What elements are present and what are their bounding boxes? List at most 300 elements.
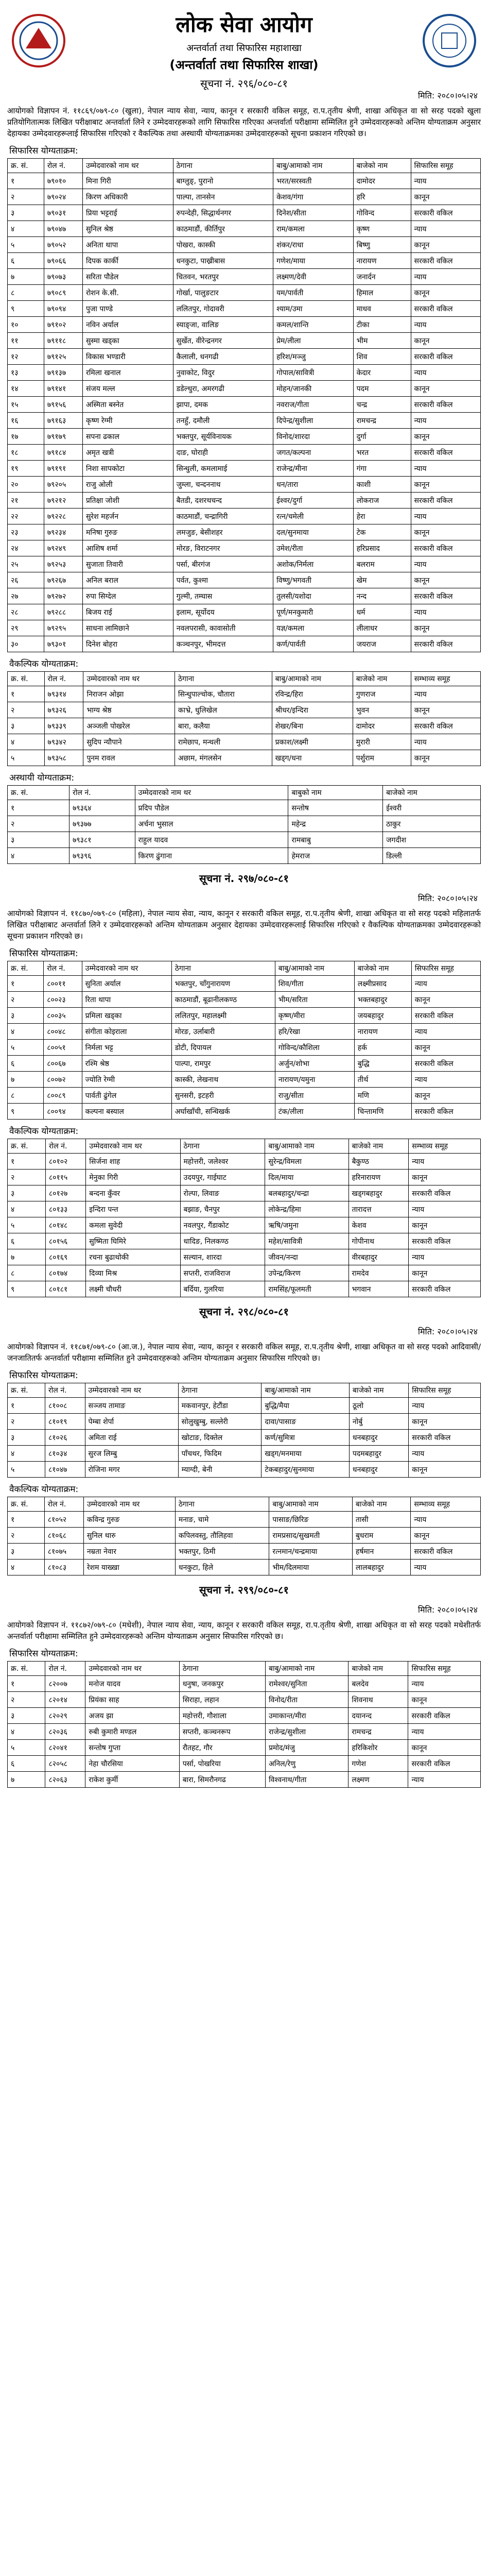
cell-grandfather: बलराम xyxy=(353,556,411,572)
table-row xyxy=(8,800,481,816)
cell-roll: ७९२३४ xyxy=(44,524,82,540)
cell-group: न्याय xyxy=(411,269,480,285)
cell-roll: ७९१७९ xyxy=(44,429,82,445)
cell-name: सुदिप न्यौपाने xyxy=(83,734,175,750)
table-row xyxy=(8,848,481,864)
table-row xyxy=(8,317,481,333)
cell-grandfather: मुरारी xyxy=(353,734,411,750)
cell-sn: ६ xyxy=(8,1233,46,1249)
cell-parent: तुलसी/यशोदा xyxy=(273,588,353,604)
table-row xyxy=(8,285,481,301)
cell-grandfather: भुवन xyxy=(353,702,411,718)
cell-address: धनकुटा, पाख्रीबास xyxy=(173,253,273,269)
cell-grandfather: हरिनारायण xyxy=(348,1170,409,1185)
cell-group: न्याय xyxy=(409,1201,481,1217)
table-row xyxy=(8,636,481,652)
cell-grandfather: नारायण xyxy=(354,1024,411,1040)
cell-name: अमिता राई xyxy=(85,1430,178,1446)
cell-roll: ७९३०१ xyxy=(44,636,82,652)
cell-address: पर्वत, कुश्मा xyxy=(173,572,273,588)
cell-group: कानून xyxy=(411,237,480,253)
notice-paragraph: आयोगको विज्ञापन नं. ११८७१/०७९-८० (आ.ज.), नेपाल न्याय सेवा, न्याय, कानून र सरकारी वकिल समूह, रा.प.तृतीय श्रेणी, शाखा अधिकृत वा सो सरह पदको आदिवासी/जनजातितर्फ अन्तर्वार्ता परीक्षामा सम्मिलित हुने उम्मेदवारहरूको अन्तिम योग्यताक्रम अनुसार सिफारिस गरिएको छ। xyxy=(7,1342,481,1363)
col-parent: बाबु/आमाको नाम xyxy=(275,961,354,976)
cell-parent: विनोद/शारदा xyxy=(273,429,353,445)
cell-address: जुम्ला, चन्दननाथ xyxy=(173,477,273,493)
cell-grandfather: दामोदर xyxy=(353,173,411,189)
cell-grandfather: चन्द्र xyxy=(353,397,411,413)
cell-name: अञ्जली पोखरेल xyxy=(83,718,175,734)
col-grandfather: बाजेको नाम xyxy=(354,961,411,976)
cell-parent: रत्नमान/चन्द्रमाया xyxy=(269,1544,353,1560)
cell-sn: ७ xyxy=(8,1249,46,1265)
cell-sn: ७ xyxy=(8,269,44,285)
cell-group: सरकारी वकिल xyxy=(411,349,480,365)
cell-sn: १ xyxy=(8,800,69,816)
cell-grandfather: जयबहादुर xyxy=(354,1008,411,1024)
cell-roll: ७९२७२ xyxy=(44,588,82,604)
cell-grandfather: हरिप्रसाद xyxy=(353,540,411,556)
cell-sn: ३ xyxy=(8,1430,45,1446)
cell-sn: २६ xyxy=(8,572,44,588)
cell-roll: ७९२४९ xyxy=(44,540,82,556)
cell-name: भाग्य श्रेष्ठ xyxy=(83,702,175,718)
cell-sn: ५ xyxy=(8,237,44,253)
cell-group: सरकारी वकिल xyxy=(411,301,480,317)
cell-sn: ४ xyxy=(8,734,45,750)
cell-name: रोजिना मगर xyxy=(85,1462,178,1478)
cell-parent: राजु/सीता xyxy=(275,1088,354,1104)
cell-name: प्रतिक्षा जोशी xyxy=(82,493,173,509)
cell-group: कानून xyxy=(409,1414,481,1430)
table-row xyxy=(8,1560,481,1575)
cell-name: प्रमिला खड्का xyxy=(82,1008,171,1024)
cell-parent: लक्ष्मण/देवी xyxy=(273,269,353,285)
cell-roll: ८२००७ xyxy=(45,1676,85,1692)
cell-roll: ८०१६९ xyxy=(45,1249,85,1265)
cell-grandfather: हिमाल xyxy=(353,285,411,301)
cell-name: रुबी कुमारी मण्डल xyxy=(85,1724,179,1740)
cell-name: अनिल बराल xyxy=(82,572,173,588)
col-group: सम्भाव्य समूह xyxy=(411,1497,481,1512)
cell-group: सरकारी वकिल xyxy=(411,1008,480,1024)
cell-sn: १ xyxy=(8,1512,45,1528)
cell-sn: २२ xyxy=(8,509,44,524)
cell-roll: ७९१५६ xyxy=(44,397,82,413)
cell-roll: ८०१४८ xyxy=(45,1217,85,1233)
cell-address: नवलपुर, गैंडाकोट xyxy=(180,1217,265,1233)
cell-group: सरकारी वकिल xyxy=(408,1756,481,1772)
cell-parent: धन/तारा xyxy=(273,477,353,493)
cell-name: सरिता पौडेल xyxy=(82,269,173,285)
cell-sn: ८ xyxy=(8,1265,46,1281)
table-row xyxy=(8,509,481,524)
cell-name: रेशम याख्खा xyxy=(83,1560,175,1575)
cell-parent: हरि/रेखा xyxy=(275,1024,354,1040)
table-row xyxy=(8,1512,481,1528)
cell-grandfather: शिव xyxy=(353,349,411,365)
cell-parent: उपेन्द्र/किरण xyxy=(265,1265,348,1281)
cell-name: राकेश कुर्मी xyxy=(85,1772,179,1788)
cell-parent: नारायण/यमुना xyxy=(275,1072,354,1088)
cell-roll: ७९३४२ xyxy=(44,734,83,750)
cell-name: इन्दिरा पन्त xyxy=(86,1201,180,1217)
cell-sn: ४ xyxy=(8,221,44,237)
cell-parent: अनिल/रेणु xyxy=(266,1756,348,1772)
table-row xyxy=(8,1446,481,1462)
cell-roll: ८२०५८ xyxy=(45,1756,85,1772)
cell-parent: भीम/दिलमाया xyxy=(269,1560,353,1575)
col-name: उम्मेदवारको नाम थर xyxy=(85,1383,178,1398)
cell-sn: ९ xyxy=(8,1104,44,1120)
cell-roll: ८०१७४ xyxy=(45,1265,85,1281)
cell-roll: ७९०२४ xyxy=(44,189,82,205)
table-row xyxy=(8,365,481,381)
cell-group: सरकारी वकिल xyxy=(409,1281,481,1297)
cell-sn: २९ xyxy=(8,620,44,636)
cell-grandfather: तारादत्त xyxy=(348,1201,409,1217)
cell-address: महोत्तरी, जलेश्वर xyxy=(180,1154,265,1170)
table-row xyxy=(8,1281,481,1297)
cell-name: सुस्मा खड्का xyxy=(82,333,173,349)
cell-name: बन्दना कुँवर xyxy=(86,1185,180,1201)
cell-sn: ७ xyxy=(8,1072,44,1088)
col-name: उम्मेदवारको नाम थर xyxy=(82,159,173,173)
cell-grandfather: काशी xyxy=(353,477,411,493)
cell-grandfather: शिवनाथ xyxy=(348,1692,408,1708)
cell-parent: प्रेम/लीला xyxy=(273,333,353,349)
section-title: वैकल्पिक योग्यताक्रम: xyxy=(9,1484,79,1495)
cell-name: कविन्द्र गुरुङ xyxy=(83,1512,175,1528)
table-row xyxy=(8,461,481,477)
section-title: वैकल्पिक योग्यताक्रम: xyxy=(9,1126,79,1137)
cell-sn: १ xyxy=(8,173,44,189)
cell-address: पाल्पा, तानसेन xyxy=(173,189,273,205)
table-row xyxy=(8,1414,481,1430)
table-row xyxy=(8,734,481,750)
cell-address: रामेछाप, मन्थली xyxy=(175,734,272,750)
cell-address: स्याङ्जा, वालिङ xyxy=(173,317,273,333)
col-roll: रोल नं. xyxy=(44,672,83,686)
cell-grandfather: ठूलो xyxy=(349,1398,408,1414)
cell-name: राजु ओली xyxy=(82,477,173,493)
cell-sn: २१ xyxy=(8,493,44,509)
cell-grandfather: खेम xyxy=(353,572,411,588)
cell-grandfather: हर्क xyxy=(354,1040,411,1056)
cell-address: पाल्पा, रामपुर xyxy=(171,1056,275,1072)
cell-grandfather: लालबहादुर xyxy=(352,1560,410,1575)
cell-address: बारा, कलैया xyxy=(175,718,272,734)
cell-sn: १ xyxy=(8,976,44,992)
cell-address: डडेल्धुरा, अमरगढी xyxy=(173,381,273,397)
cell-roll: ७९२०५ xyxy=(44,477,82,493)
cell-address: गोर्खा, पालुङटार xyxy=(173,285,273,301)
col-grandfather: बाजेको नाम xyxy=(348,1139,409,1154)
cell-group: कानून xyxy=(411,477,480,493)
cell-name: रोशन के.सी. xyxy=(82,285,173,301)
cell-address: बझाङ, चैनपुर xyxy=(180,1201,265,1217)
cell-parent: भरत/सरस्वती xyxy=(273,173,353,189)
cell-parent: बलबहादुर/चन्द्रा xyxy=(265,1185,348,1201)
cell-parent: मोहन/जानकी xyxy=(273,381,353,397)
table-row xyxy=(8,173,481,189)
cell-parent: भीम/सरिता xyxy=(275,992,354,1008)
cell-grandfather: गंगा xyxy=(353,461,411,477)
cell-roll: ७९२१२ xyxy=(44,493,82,509)
cell-parent: कर्ण/सुमित्रा xyxy=(262,1430,349,1446)
cell-roll: ८००३५ xyxy=(44,1008,82,1024)
cell-parent: प्रकाश/लक्ष्मी xyxy=(272,734,353,750)
cell-name: संजय मल्ल xyxy=(82,381,173,397)
cell-name: पार्वती ढुंगेल xyxy=(82,1088,171,1104)
cell-grandfather: बैकुण्ठ xyxy=(348,1154,409,1170)
cell-roll: ८००५१ xyxy=(44,1040,82,1056)
cell-sn: ११ xyxy=(8,333,44,349)
col-group: सिफारिस समूह xyxy=(408,1662,481,1676)
cell-address: पर्सा, बीरगंज xyxy=(173,556,273,572)
cell-parent: गणेश/माया xyxy=(273,253,353,269)
cell-parent: यज्ञ/कमला xyxy=(273,620,353,636)
col-parent: बाबु/आमाको नाम xyxy=(265,1139,348,1154)
cell-parent: शेखर/बिना xyxy=(272,718,353,734)
table-row xyxy=(8,253,481,269)
notice-date: मिति: २०८०।०५।२४ xyxy=(417,91,478,100)
cell-sn: ५ xyxy=(8,1740,45,1756)
cell-grandfather: नन्द xyxy=(353,588,411,604)
table-row xyxy=(8,572,481,588)
cell-parent: सुरेन्द्र/विमला xyxy=(265,1154,348,1170)
cell-sn: ८ xyxy=(8,285,44,301)
cell-group: न्याय xyxy=(411,734,480,750)
cell-sn: ३ xyxy=(8,205,44,221)
table-row xyxy=(8,604,481,620)
cell-address: झापा, दमक xyxy=(173,397,273,413)
cell-grandfather: दामोदर xyxy=(353,718,411,734)
cell-grandfather: तीर्थ xyxy=(354,1072,411,1088)
cell-parent: कमल/शान्ति xyxy=(273,317,353,333)
cell-address: मकवानपुर, हेटौंडा xyxy=(178,1398,262,1414)
cell-roll: ७९३२६ xyxy=(44,702,83,718)
table-row xyxy=(8,237,481,253)
cell-sn: १३ xyxy=(8,365,44,381)
cell-parent: हरिश/मञ्जु xyxy=(273,349,353,365)
col-roll: रोल नं. xyxy=(45,1139,85,1154)
cell-grandfather: पर्शुराम xyxy=(353,750,411,766)
cell-roll: ७९३९६ xyxy=(69,848,135,864)
table-row xyxy=(8,413,481,429)
cell-sn: १२ xyxy=(8,349,44,365)
cell-grandfather: गुणराज xyxy=(353,686,411,702)
cell-grandfather: जगदीश xyxy=(383,832,481,848)
cell-grandfather: दयानन्द xyxy=(348,1708,408,1724)
cell-address: कास्की, लेखनाथ xyxy=(171,1072,275,1088)
cell-parent: रत्न/चमेली xyxy=(273,509,353,524)
cell-address: डोटी, दिपायल xyxy=(171,1040,275,1056)
cell-sn: ४ xyxy=(8,1724,45,1740)
notice-date: मिति: २०८०।०५।२४ xyxy=(417,893,478,903)
cell-sn: ४ xyxy=(8,848,69,864)
cell-group: कानून xyxy=(409,1170,481,1185)
cell-address: काठमाडौं, चन्द्रागिरी xyxy=(173,509,273,524)
cell-grandfather: बलदेव xyxy=(348,1676,408,1692)
col-sn: क्र. सं. xyxy=(8,1497,45,1512)
cell-roll: ७९२६७ xyxy=(44,572,82,588)
cell-name: अजय झा xyxy=(85,1708,179,1724)
cell-group: कानून xyxy=(411,1040,480,1056)
cell-address: रोल्पा, लिवाङ xyxy=(180,1185,265,1201)
col-name: उम्मेदवारको नाम थर xyxy=(85,1662,179,1676)
cell-grandfather: केशव xyxy=(348,1217,409,1233)
cell-roll: ८०१५६ xyxy=(45,1233,85,1249)
cell-grandfather: हेरा xyxy=(353,509,411,524)
cell-roll: ७९१२५ xyxy=(44,349,82,365)
cell-address: ललितपुर, गोदावरी xyxy=(173,301,273,317)
cell-group: कानून xyxy=(411,524,480,540)
cell-name: ज्योति रेग्मी xyxy=(82,1072,171,1088)
cell-group: सरकारी वकिल xyxy=(411,1104,480,1120)
cell-address: रुपन्देही, सिद्धार्थनगर xyxy=(173,205,273,221)
cell-sn: ५ xyxy=(8,1217,46,1233)
cell-roll: ८०११५ xyxy=(45,1170,85,1185)
cell-name: सञ्जय तामाङ xyxy=(85,1398,178,1414)
cell-roll: ७९२५३ xyxy=(44,556,82,572)
table-row xyxy=(8,816,481,832)
cell-roll: ८००११ xyxy=(44,976,82,992)
cell-sn: १८ xyxy=(8,445,44,461)
cell-roll: ८०१३३ xyxy=(45,1201,85,1217)
cell-name: निशा सापकोटा xyxy=(82,461,173,477)
cell-sn: ३ xyxy=(8,832,69,848)
cell-sn: २ xyxy=(8,992,44,1008)
table-row xyxy=(8,1398,481,1414)
cell-name: नविन अर्याल xyxy=(82,317,173,333)
cell-roll: ८१०२६ xyxy=(45,1430,85,1446)
cell-sn: ६ xyxy=(8,253,44,269)
cell-group: न्याय xyxy=(411,604,480,620)
cell-group: न्याय xyxy=(411,461,480,477)
cell-address: बैतडी, दशरथचन्द xyxy=(173,493,273,509)
cell-roll: ८१०३४ xyxy=(45,1446,85,1462)
cell-sn: ५ xyxy=(8,1040,44,1056)
cell-father: सन्तोष xyxy=(288,800,383,816)
cell-parent: दिल/माया xyxy=(265,1170,348,1185)
section-title: सिफारिस योग्यताक्रम: xyxy=(9,1649,78,1659)
cell-roll: ८२०६३ xyxy=(45,1772,85,1788)
cell-grandfather: लीलाधर xyxy=(353,620,411,636)
cell-name: रुपा सिग्देल xyxy=(82,588,173,604)
col-parent: बाबु/आमाको नाम xyxy=(273,159,353,173)
header xyxy=(7,9,481,90)
cell-group: कानून xyxy=(408,1692,481,1708)
cell-name: अस्मिता बस्नेत xyxy=(82,397,173,413)
table-row xyxy=(8,750,481,766)
table-row xyxy=(8,269,481,285)
cell-roll: ७९११८ xyxy=(44,333,82,349)
recommended-table xyxy=(7,1383,481,1478)
cell-roll: ७९०१० xyxy=(44,173,82,189)
cell-sn: १ xyxy=(8,1154,46,1170)
cell-roll: ७९०९४ xyxy=(44,301,82,317)
table-row xyxy=(8,832,481,848)
cell-parent: रामप्रसाद/सुखमती xyxy=(269,1528,353,1544)
cell-group: कानून xyxy=(411,1528,481,1544)
col-parent: बाबु/आमाको नाम xyxy=(269,1497,353,1512)
cell-roll: ८००७२ xyxy=(44,1072,82,1088)
cell-roll: ८१०४७ xyxy=(45,1462,85,1478)
cell-name: बिजय राई xyxy=(82,604,173,620)
cell-name: मनिषा गुरुङ xyxy=(82,524,173,540)
cell-roll: ७९०७३ xyxy=(44,269,82,285)
col-address: ठेगाना xyxy=(180,1139,265,1154)
cell-address: नुवाकोट, विदुर xyxy=(173,365,273,381)
notice-date: मिति: २०८०।०५।२४ xyxy=(417,1327,478,1336)
table-row xyxy=(8,445,481,461)
cell-name: नम्रता नेवार xyxy=(83,1544,175,1560)
cell-grandfather: भरत xyxy=(353,445,411,461)
cell-parent: टेकबहादुर/सुनमाया xyxy=(262,1462,349,1478)
cell-group: कानून xyxy=(411,381,480,397)
cell-sn: १७ xyxy=(8,429,44,445)
cell-name: किरण अधिकारी xyxy=(82,189,173,205)
cell-sn: २ xyxy=(8,1170,46,1185)
cell-sn: २७ xyxy=(8,588,44,604)
cell-grandfather: हर्षमान xyxy=(352,1544,410,1560)
cell-grandfather: ठाकुर xyxy=(383,816,481,832)
cell-name: कल्पना बस्याल xyxy=(82,1104,171,1120)
cell-address: उदयपुर, गाईघाट xyxy=(180,1170,265,1185)
cell-roll: ७९३१४ xyxy=(44,686,83,702)
cell-parent: जगत/कल्पना xyxy=(273,445,353,461)
table-row xyxy=(8,686,481,702)
cell-grandfather: वीरबहादुर xyxy=(348,1249,409,1265)
table-row xyxy=(8,477,481,493)
cell-sn: २० xyxy=(8,477,44,493)
cell-parent: टंक/लीला xyxy=(275,1104,354,1120)
cell-address: महोत्तरी, गौशाला xyxy=(179,1708,265,1724)
cell-name: पुनम रावल xyxy=(83,750,175,766)
cell-address: भक्तपुर, सूर्यविनायक xyxy=(173,429,273,445)
cell-parent: बुद्धि/मैया xyxy=(262,1398,349,1414)
cell-group: न्याय xyxy=(409,1398,481,1414)
cell-grandfather: टीका xyxy=(353,317,411,333)
cell-group: कानून xyxy=(411,333,480,349)
cell-address: अछाम, मंगलसेन xyxy=(175,750,272,766)
col-name: उम्मेदवारको नाम थर xyxy=(86,1139,180,1154)
cell-group: सरकारी वकिल xyxy=(409,1185,481,1201)
cell-group: सरकारी वकिल xyxy=(411,540,480,556)
cell-address: अर्घाखाँची, सन्धिखर्क xyxy=(171,1104,275,1120)
cell-sn: ३ xyxy=(8,1544,45,1560)
cell-grandfather: जयराज xyxy=(353,636,411,652)
cell-address: मोरङ, विराटनगर xyxy=(173,540,273,556)
cell-grandfather: हरि xyxy=(353,189,411,205)
cell-roll: ७९३३९ xyxy=(44,718,83,734)
cell-group: न्याय xyxy=(408,1676,481,1692)
table-row xyxy=(8,205,481,221)
cell-address: धादिङ, निलकण्ठ xyxy=(180,1233,265,1249)
cell-name: आशिष शर्मा xyxy=(82,540,173,556)
cell-address: सप्तरी, कञ्चनरूप xyxy=(179,1724,265,1740)
notice-paragraph: आयोगको विज्ञापन नं. ११८६९/०७९-८० (खुला), नेपाल न्याय सेवा, न्याय, कानून र सरकारी वकिल समूह, रा.प.तृतीय श्रेणी, शाखा अधिकृत वा सो सरह पदको खुला प्रतियोगितात्मक लिखित परीक्षाबाट अन्तर्वार्ता लिने र उम्मेदवारहरूको लागि सिफारिस गरिएका अन्तर्वार्ता परीक्षामा सम्मिलित हुने उम्मेदवारहरूको अन्तिम योग्यताक्रम अनुसार देहायका उम्मेदवारहरूलाई सिफारिस गरिएको र वैकल्पिक तथा अस्थायी योग्यताक्रमका उम्मेदवारहरूको सूचना प्रकाशन गरिएको छ। xyxy=(7,106,481,138)
table-row xyxy=(8,524,481,540)
cell-group: कानून xyxy=(411,1088,480,1104)
cell-sn: २ xyxy=(8,1414,45,1430)
cell-group: कानून xyxy=(411,285,480,301)
table-row xyxy=(8,1104,481,1120)
cell-parent: दिपेन्द्र/सुशीला xyxy=(273,413,353,429)
cell-parent: उमेश/रीता xyxy=(273,540,353,556)
cell-group: न्याय xyxy=(411,413,480,429)
table-row xyxy=(8,333,481,349)
